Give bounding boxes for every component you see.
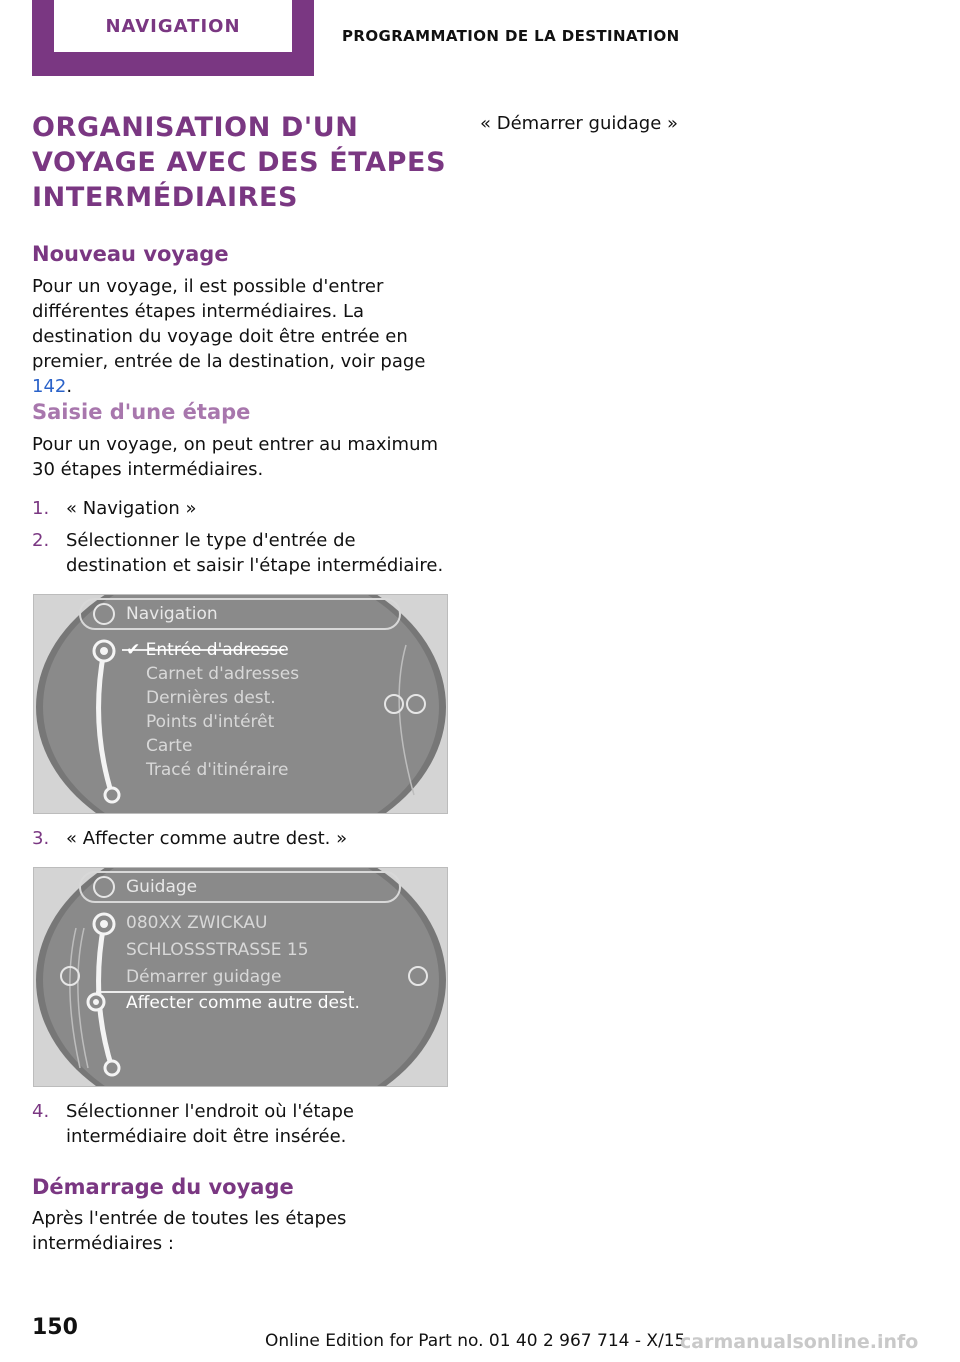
watermark: carmanualsonline.info (680, 1331, 919, 1353)
page-link[interactable]: 142 (32, 376, 67, 397)
menu-item-assign-destination[interactable]: Affecter comme autre dest. (126, 993, 360, 1013)
menu-item-city[interactable]: 080XX ZWICKAU (126, 913, 268, 933)
heading-new-trip: Nouveau voyage (32, 242, 229, 266)
menu-item-street[interactable]: SCHLOSSSTRASSE 15 (126, 940, 309, 960)
chapter-label: NAVIGATION (105, 15, 241, 37)
menu-item-start-guidance[interactable]: Démarrer guidage (126, 967, 282, 987)
right-column-step: « Démarrer guidage » (480, 113, 679, 134)
menu-item-address-book[interactable]: Carnet d'adresses (146, 664, 300, 684)
header-tab-inner (54, 0, 292, 52)
menu-item-map[interactable]: Carte (146, 736, 193, 756)
start-trip-paragraph: Après l'entrée de toutes les étapes intermédiaires : (32, 1208, 347, 1254)
heading-start-trip: Démarrage du voyage (32, 1175, 294, 1199)
running-title: PROGRAMMATION DE LA DESTINATION (342, 27, 680, 45)
check-icon: ✔ (126, 640, 141, 660)
edition-note: Online Edition for Part no. 01 40 2 967 714 - X/15 (265, 1331, 686, 1351)
menu-item-address[interactable]: ✔ Entrée d'adresse (126, 640, 289, 660)
section-title: ORGANISATION D'UN VOYAGE AVEC DES ÉTAPES INTERMÉDIAIRES (32, 112, 447, 213)
header-tab (32, 0, 314, 76)
screen-title: Guidage (126, 877, 198, 897)
menu-item-recent[interactable]: Dernières dest. (146, 688, 276, 708)
menu-item-route[interactable]: Tracé d'itinéraire (146, 760, 289, 780)
screen-guidance-menu (33, 867, 448, 1087)
enter-stage-paragraph: Pour un voyage, on peut entrer au maximum 30 étapes intermédiaires. (32, 434, 439, 480)
new-trip-paragraph: Pour un voyage, il est possible d'entrer différentes étapes intermédiaires. La destination du voyage doit être entrée en premier, entrée de la destination, voir page 142. (32, 276, 426, 397)
screen-navigation-menu (33, 594, 448, 814)
page-number: 150 (32, 1315, 78, 1340)
menu-item-poi[interactable]: Points d'intérêt (146, 712, 275, 732)
heading-enter-stage: Saisie d'une étape (32, 400, 251, 424)
screen-title: Navigation (126, 604, 218, 624)
